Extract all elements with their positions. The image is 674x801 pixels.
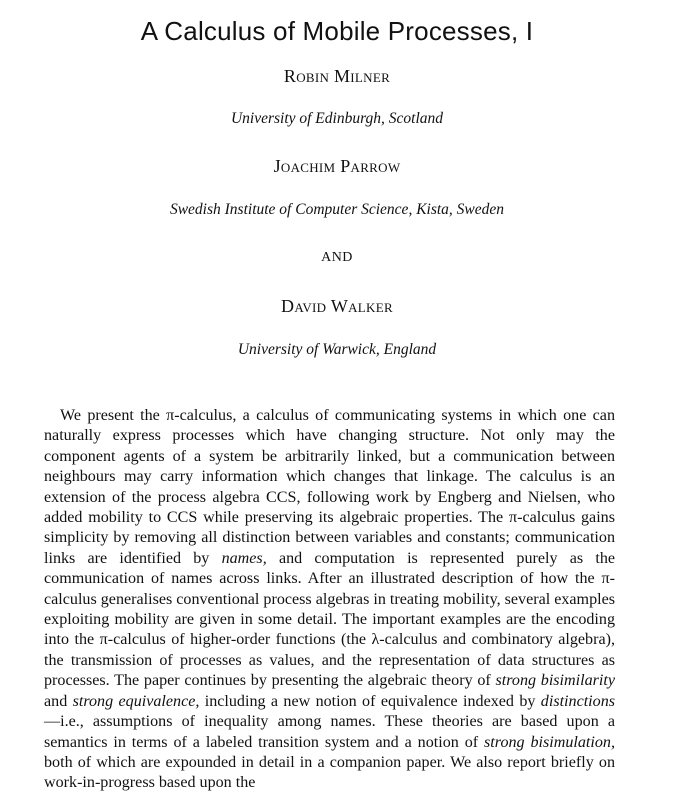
abstract-text: and (44, 692, 73, 710)
author-name-3: David Walker (281, 296, 393, 316)
author-name-2: Joachim Parrow (273, 156, 401, 176)
author-affiliation-2: Swedish Institute of Computer Science, Kista, Sweden (169, 201, 505, 218)
abstract-emphasis: strong equivalence, (72, 692, 200, 710)
abstract-emphasis: strong bisimilarity (495, 672, 615, 690)
abstract-text: and computation is represented purely as the communication of names across links. After an illustrated description of how the π-calculus generalises conventional process algebras in treating mobility, several examples exploiting mobility are given in some detail. The important examples are the encoding into the π-calculus of higher-order functions (the λ-calculus and combinatory algebra), the transmission of processes as values, and the representation of data structures as processes. The paper continues by presenting the algebraic theory of (44, 549, 616, 690)
abstract-emphasis: names, (221, 549, 267, 567)
abstract-text: We present the π-calculus, a calculus of communicating systems in which one can naturally express processes which have changing structure. Not only may the component agents of a system be arbitrarily linked, but a communication between neighbours may carry information which changes that linkage. The calculus is an extension of the process algebra CCS, following work by Engberg and Nielsen, who added mobility to CCS while preserving its algebraic properties. The π-calculus gains simplicity by removing all distinction between variables and constants; communication links are identified by (44, 407, 615, 567)
author-affiliation-3: University of Warwick, England (237, 341, 437, 358)
and-separator: AND (321, 250, 353, 265)
abstract-text: both of which are expounded in detail in a companion paper. We also report briefly on work-in-progress based upon the (44, 753, 615, 792)
abstract-emphasis: strong bisimulation, (484, 733, 615, 751)
author-name-1: Robin Milner (283, 66, 391, 86)
abstract-paragraph (44, 406, 615, 794)
abstract-emphasis: distinctions (540, 692, 616, 710)
abstract-text: including a new notion of equivalence indexed by (199, 692, 541, 710)
paper-title: A Calculus of Mobile Processes, I (140, 16, 534, 46)
author-affiliation-1: University of Edinburgh, Scotland (230, 110, 444, 127)
abstract-text: —i.e., assumptions of inequality among names. These theories are based upon a semantics in terms of a labeled transition system and a notion of (44, 713, 615, 751)
